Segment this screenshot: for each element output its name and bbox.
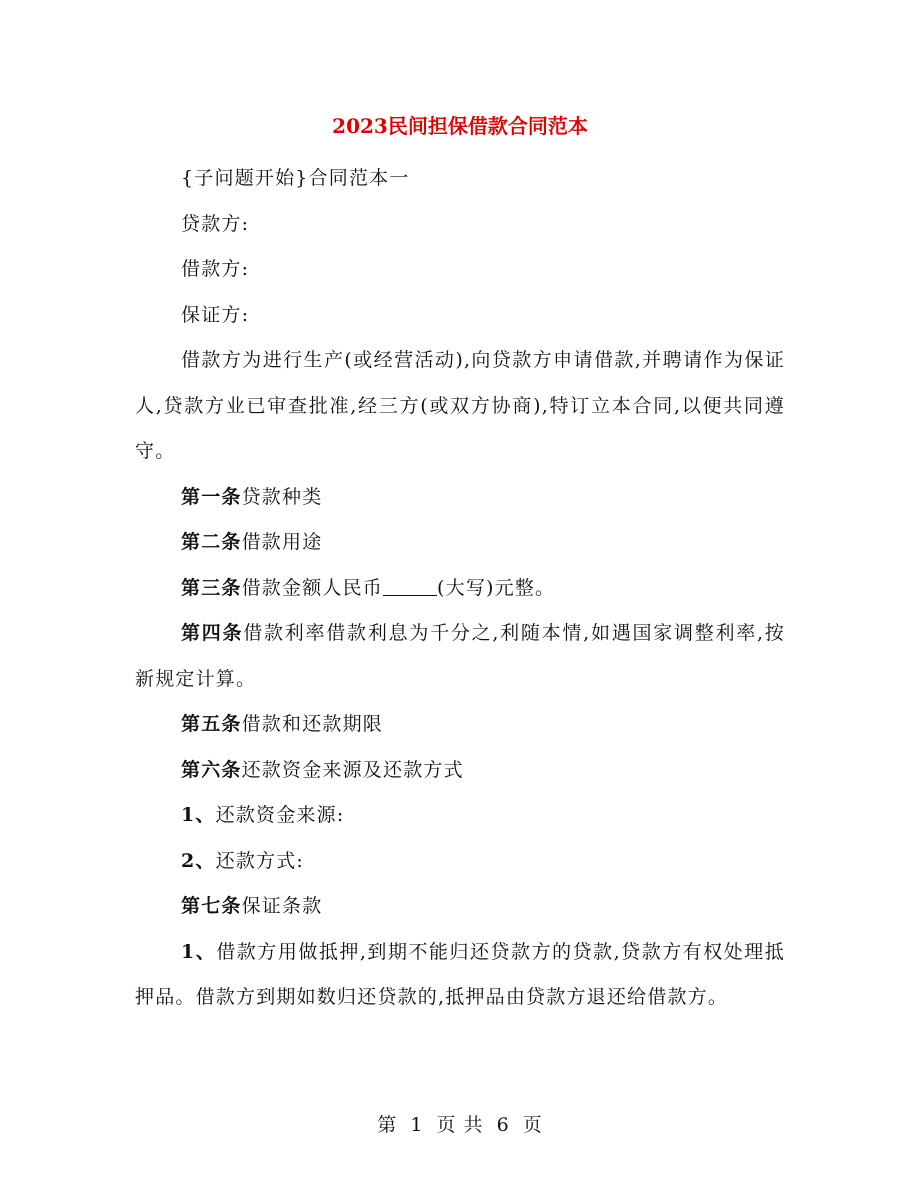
article-5 [135,702,785,748]
article-6-text: 还款资金来源及还款方式 [241,758,464,781]
article-6-item-1 [135,793,785,839]
page-footer [0,1110,920,1137]
article-6-item-2 [135,839,785,885]
article-6-item-1-text: 还款资金来源: [215,804,345,826]
article-4-heading: 第四条 [181,622,244,644]
article-6-item-2-number: 2、 [181,849,216,872]
article-1-text: 贷款种类 [241,485,323,508]
article-7-text: 保证条款 [241,895,323,917]
lender-line: 贷款方: [181,212,250,235]
article-7-item-1-text: 借款方用做抵押,到期不能归还贷款方的贷款,贷款方有权处理抵押品。借款方到期如数归还贷款的,抵押品由贷款方退还给借款方。 [135,940,785,1008]
article-3-text-before: 借款金额人民币 [241,576,384,599]
article-6-item-1-number: 1、 [181,804,216,826]
article-1 [135,475,785,521]
guarantor-line: 保证方: [181,303,250,326]
footer-page-current: 1 [410,1114,424,1136]
footer-page-total: 6 [496,1114,510,1136]
article-7-item-1-number: 1、 [181,940,217,963]
article-3 [135,566,785,612]
preamble-paragraph: 借款方为进行生产(或经营活动),向贷款方申请借款,并聘请作为保证人,贷款方业已审查批准,经三方(或双方协商),特订立本合同,以便共同遵守。 [135,349,785,462]
article-4-text: 借款利率借款利息为千分之,利随本情,如遇国家调整利率,按新规定计算。 [135,622,785,690]
article-6-heading: 第六条 [181,758,242,781]
amount-blank [383,576,437,596]
article-1-heading: 第一条 [181,485,242,508]
article-4 [135,611,785,702]
article-5-text: 借款和还款期限 [241,713,384,735]
article-3-text-after: (大写)元整。 [437,576,556,599]
article-2-heading: 第二条 [181,531,242,553]
intro-line: {子问题开始}合同范本一 [181,167,410,189]
article-5-heading: 第五条 [181,713,242,735]
borrower-line: 借款方: [181,258,250,280]
article-6 [135,748,785,794]
document-title: 2023民间担保借款合同范本 [332,114,588,138]
footer-page-prefix: 第 [377,1114,398,1136]
article-6-item-2-text: 还款方式: [215,849,305,872]
article-3-heading: 第三条 [181,576,242,599]
document-body [135,156,785,1021]
article-7-heading: 第七条 [181,895,242,917]
article-7 [135,884,785,930]
footer-page-middle: 页 共 [436,1114,484,1136]
footer-page-suffix: 页 [522,1114,543,1136]
article-2-text: 借款用途 [241,531,323,553]
article-2 [135,520,785,566]
article-7-item-1 [135,930,785,1021]
